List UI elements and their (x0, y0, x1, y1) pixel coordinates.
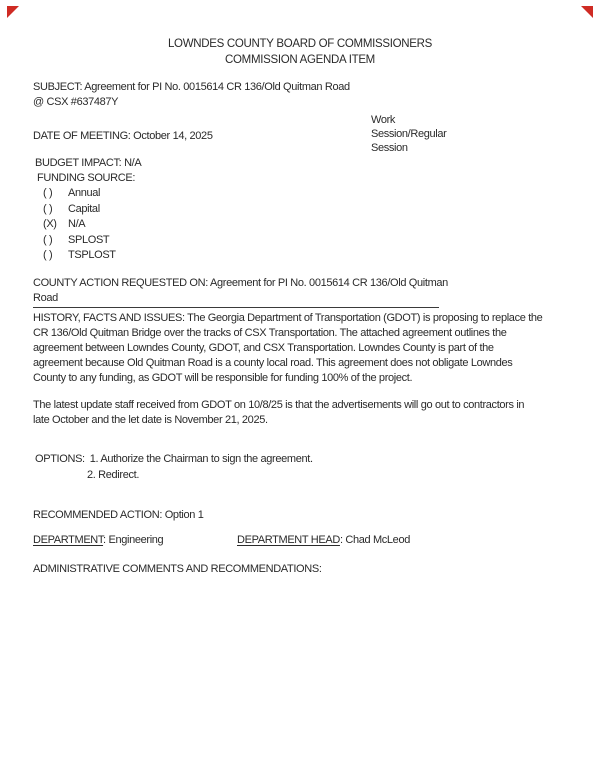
history-line: agreement because Old Quitman Road is a county local road. This agreement does not obligate Lowndes (33, 357, 513, 369)
date-of-meeting: DATE OF MEETING: October 14, 2025 (33, 130, 213, 142)
county-action-line-1: COUNTY ACTION REQUESTED ON: Agreement for PI No. 0015614 CR 136/Old Quitman (33, 277, 448, 289)
history-line: agreement between Lowndes County, GDOT, and CSX Transportation. Lowndes County is part of the (33, 342, 494, 354)
funding-option-label: SPLOST (68, 233, 110, 246)
department-head-value: : Chad McLeod (339, 534, 410, 546)
department-head-label: DEPARTMENT HEAD (237, 534, 340, 546)
red-corner-mark-right-icon (581, 6, 593, 18)
funding-option-annual (43, 186, 116, 202)
history-facts-issues (33, 311, 542, 386)
document-title (0, 36, 600, 68)
funding-option-label: TSPLOST (68, 249, 116, 261)
red-corner-mark-left-icon (7, 6, 19, 18)
subject-section (33, 80, 350, 110)
session-line-3: Session (371, 142, 408, 154)
history-line: CR 136/Old Quitman Bridge over the tracks of CSX Transportation. The attached agreement outlines the (33, 327, 507, 339)
department-head-field (237, 533, 410, 548)
session-line-2: Session/Regular (371, 128, 447, 140)
history-line: County to any funding, as GDOT will be responsible for funding 100% of the project. (33, 372, 413, 384)
funding-source-label: FUNDING SOURCE: (37, 172, 136, 184)
options-label: OPTIONS: (35, 453, 85, 465)
budget-impact: BUDGET IMPACT: N/A (35, 157, 142, 169)
session-type (371, 113, 446, 155)
session-line-1: Work (371, 114, 396, 126)
department-field (33, 534, 163, 546)
subject-line-2: @ CSX #637487Y (33, 96, 119, 108)
history-line: HISTORY, FACTS AND ISSUES: The Georgia Department of Transportation (GDOT) is proposing to replace the (33, 312, 543, 324)
option-2: 2. Redirect. (87, 468, 140, 481)
subject-line-1: SUBJECT: Agreement for PI No. 0015614 CR 136/Old Quitman Road (33, 81, 350, 93)
county-action-section (33, 276, 448, 308)
update-line: The latest update staff received from GDOT on 10/8/25 is that the advertisements will go out to contractors in (33, 399, 525, 411)
checkbox-na-checked: (X) (43, 218, 57, 230)
checkbox-capital: ( ) (43, 202, 53, 215)
recommended-action: RECOMMENDED ACTION: Option 1 (33, 509, 204, 521)
title-line-2: COMMISSION AGENDA ITEM (225, 54, 375, 66)
gdot-update-paragraph (33, 398, 524, 428)
department-row (33, 533, 573, 548)
option-1: 1. Authorize the Chairman to sign the agreement. (89, 453, 313, 465)
funding-option-label: Annual (68, 187, 101, 199)
checkbox-tsplost: ( ) (43, 249, 53, 261)
update-line: late October and the let date is November 21, 2025. (33, 414, 268, 426)
county-action-line-2: Road (33, 291, 439, 308)
checkbox-splost: ( ) (43, 233, 53, 246)
checkbox-annual: ( ) (43, 187, 53, 199)
funding-option-capital (43, 202, 116, 218)
options-section (35, 452, 313, 483)
funding-source-list (43, 186, 116, 264)
funding-option-na (43, 217, 116, 233)
funding-option-splost (43, 233, 116, 249)
title-line-1: LOWNDES COUNTY BOARD OF COMMISSIONERS (167, 38, 433, 50)
funding-option-label: N/A (68, 218, 86, 230)
funding-option-tsplost (43, 248, 116, 264)
funding-option-label: Capital (68, 202, 100, 215)
department-value: : Engineering (103, 534, 164, 546)
department-label: DEPARTMENT (33, 534, 104, 546)
administrative-comments: ADMINISTRATIVE COMMENTS AND RECOMMENDATIONS: (33, 563, 322, 575)
